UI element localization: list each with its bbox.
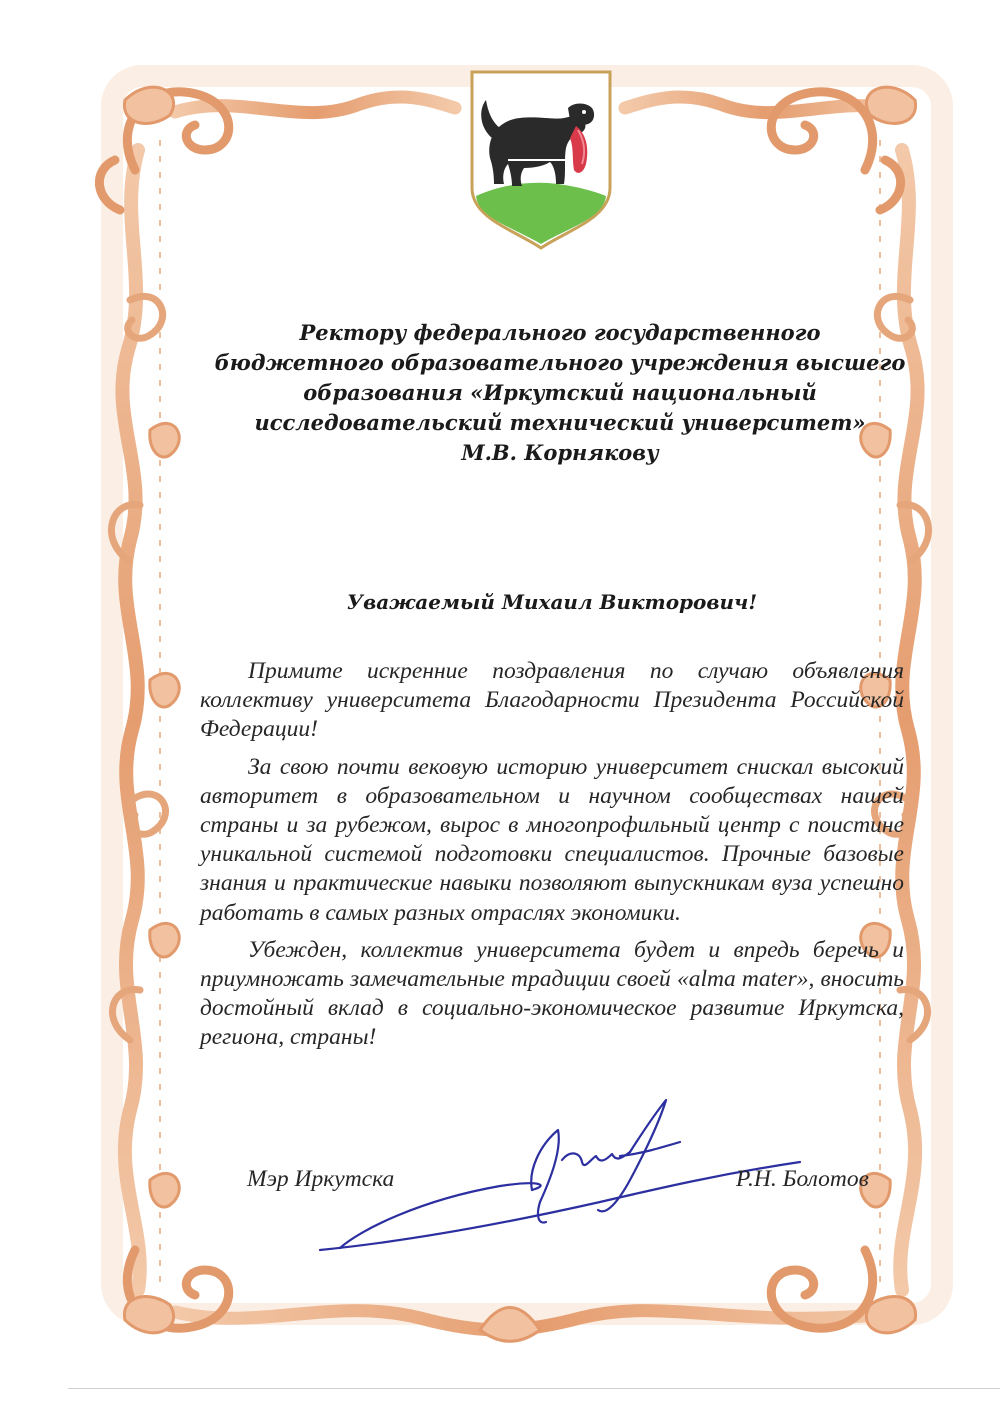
addressee-line: образования «Иркутский национальный [303,380,817,405]
signatory-name: Р.Н. Болотов [736,1166,869,1192]
irkutsk-coat-of-arms-icon [468,68,614,250]
signatory-title: Мэр Иркутска [247,1166,395,1192]
addressee-line: исследовательский технический университет» [254,410,866,435]
addressee-line: М.В. Корнякову [461,440,659,465]
body-paragraph: За свою почти вековую историю университет снискал высокий авторитет в образовательном и научном сообществах нашей страны и за рубежом, вырос в многопрофильный центр с поистине уникальной системой подготовки специалистов. Прочные базовые знания и практические навыки позволяют выпускникам вуза успешно работать в самых разных отраслях экономики. [200,753,904,926]
addressee-line: Ректору федерального государственного [299,320,821,345]
addressee-block [180,318,940,468]
scan-edge-line [68,1388,1000,1389]
addressee-line: бюджетного образовательного учреждения высшего [214,350,906,375]
body-paragraph: Убежден, коллектив университета будет и впредь беречь и приумножать замечательные традиции своей «alma mater», вносить достойный вклад в социально-экономическое развитие Иркутска, региона, страны! [200,936,904,1051]
letter-body [200,657,904,1061]
greeting: Уважаемый Михаил Викторович! [346,590,758,614]
body-paragraph: Примите искренние поздравления по случаю объявления коллективу университета Благодарности Президента Российской Федерации! [200,658,904,743]
